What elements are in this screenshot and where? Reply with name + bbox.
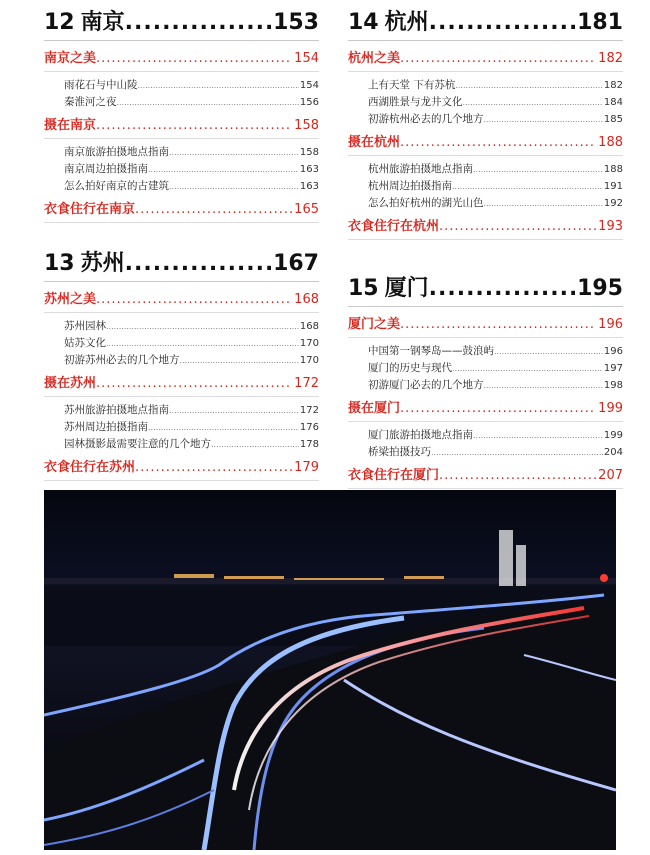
section-heading[interactable] (44, 116, 319, 136)
chapter-page: 195 (577, 276, 623, 301)
section-page: 193 (598, 219, 623, 234)
toc-entry[interactable] (44, 419, 319, 436)
entry-title: 西湖胜景与龙井文化 (368, 96, 463, 108)
entry-title: 苏州园林 (64, 320, 106, 332)
section-heading[interactable] (348, 49, 623, 69)
dot-leader (135, 458, 292, 478)
entry-page: 163 (299, 164, 319, 175)
entry-title: 中国第一钢琴岛——鼓浪屿 (368, 345, 494, 357)
divider (348, 488, 623, 489)
dot-leader (169, 145, 299, 161)
toc-entry[interactable] (44, 352, 319, 369)
divider (44, 138, 319, 139)
section-title: 摄在苏州 (44, 376, 97, 391)
dot-leader (431, 445, 603, 461)
dot-leader (125, 249, 271, 279)
divider (44, 312, 319, 313)
entry-title: 怎么拍好南京的古建筑 (64, 180, 169, 192)
toc-entry[interactable] (348, 111, 623, 128)
entry-title: 雨花石与中山陵 (64, 79, 138, 91)
entry-page: 196 (603, 346, 623, 357)
entry-page: 156 (299, 97, 319, 108)
entry-page: 176 (299, 422, 319, 433)
divider (348, 421, 623, 422)
entry-page: 154 (299, 80, 319, 91)
divider (44, 281, 319, 282)
dot-leader (473, 428, 603, 444)
chapter-number: 15 (348, 276, 379, 301)
dot-leader (148, 162, 299, 178)
divider (348, 337, 623, 338)
night-interchange-photo (44, 490, 616, 850)
entry-page: 170 (299, 355, 319, 366)
dot-leader (169, 403, 299, 419)
chapter-page: 153 (273, 10, 319, 35)
toc-entry[interactable] (44, 318, 319, 335)
divider (44, 40, 319, 41)
entry-page: 199 (603, 430, 623, 441)
dot-leader (455, 78, 603, 94)
entry-title: 杭州周边拍摄指南 (368, 180, 452, 192)
section-title: 衣食住行在苏州 (44, 460, 136, 475)
dot-leader (400, 399, 596, 419)
entry-title: 厦门的历史与现代 (368, 362, 452, 374)
section-title: 摄在杭州 (348, 135, 401, 150)
dot-leader (169, 179, 299, 195)
chapter-number: 13 (44, 251, 75, 276)
entry-title: 桥梁拍摄技巧 (368, 446, 431, 458)
divider (348, 155, 623, 156)
dot-leader (96, 374, 292, 394)
entry-page: 191 (603, 181, 623, 192)
section-title: 摄在南京 (44, 118, 97, 133)
toc-entry[interactable] (348, 360, 623, 377)
toc-entry[interactable] (348, 77, 623, 94)
toc-entry[interactable] (44, 161, 319, 178)
dot-leader (117, 95, 299, 111)
dot-leader (96, 116, 292, 136)
section-heading[interactable] (44, 49, 319, 69)
entry-title: 厦门旅游拍摄地点指南 (368, 429, 473, 441)
dot-leader (138, 78, 299, 94)
dot-leader (484, 196, 603, 212)
section-page: 196 (598, 317, 623, 332)
dot-leader (135, 200, 292, 220)
chapter-heading[interactable] (348, 274, 623, 304)
dot-leader (400, 49, 596, 69)
entry-page: 184 (603, 97, 623, 108)
chapter-title: 苏州 (80, 251, 125, 276)
dot-leader (400, 315, 596, 335)
section-heading[interactable] (348, 217, 623, 237)
dot-leader (400, 133, 596, 153)
chapter-page: 167 (273, 251, 319, 276)
dot-leader (429, 274, 575, 304)
entry-page: 204 (603, 447, 623, 458)
entry-page: 185 (603, 114, 623, 125)
divider (348, 40, 623, 41)
entry-title: 姑苏文化 (64, 337, 106, 349)
divider (348, 239, 623, 240)
divider (348, 306, 623, 307)
section-page: 207 (598, 468, 623, 483)
chapter-block (44, 249, 319, 481)
entry-title: 苏州周边拍摄指南 (64, 421, 148, 433)
entry-page: 197 (603, 363, 623, 374)
dot-leader (463, 95, 603, 111)
section-heading[interactable] (348, 133, 623, 153)
section-heading[interactable] (348, 399, 623, 419)
chapter-block (348, 274, 623, 489)
dot-leader (452, 361, 603, 377)
dot-leader (439, 217, 596, 237)
entry-page: 168 (299, 321, 319, 332)
dot-leader (180, 353, 299, 369)
toc-entry[interactable] (348, 427, 623, 444)
section-page: 165 (294, 202, 319, 217)
section-title: 衣食住行在厦门 (348, 468, 440, 483)
entry-title: 怎么拍好杭州的湖光山色 (368, 197, 484, 209)
section-page: 158 (294, 118, 319, 133)
section-heading[interactable] (44, 458, 319, 478)
divider (44, 71, 319, 72)
toc-entry[interactable] (44, 144, 319, 161)
toc-entry[interactable] (348, 94, 623, 111)
entry-title: 初游厦门必去的几个地方 (368, 379, 484, 391)
dot-leader (211, 437, 299, 453)
section-heading[interactable] (44, 290, 319, 310)
divider (44, 222, 319, 223)
entry-title: 初游苏州必去的几个地方 (64, 354, 180, 366)
dot-leader (484, 378, 603, 394)
section-title: 衣食住行在南京 (44, 202, 136, 217)
chapter-title: 厦门 (384, 276, 429, 301)
entry-page: 170 (299, 338, 319, 349)
entry-title: 园林摄影最需要注意的几个地方 (64, 438, 211, 450)
dot-leader (429, 8, 575, 38)
dot-leader (125, 8, 271, 38)
chapter-title: 杭州 (384, 10, 429, 35)
entry-title: 上有天堂 下有苏杭 (368, 79, 456, 91)
toc-entry[interactable] (348, 161, 623, 178)
section-heading[interactable] (348, 315, 623, 335)
section-title: 厦门之美 (348, 317, 401, 332)
divider (44, 396, 319, 397)
section-page: 168 (294, 292, 319, 307)
entry-title: 初游杭州必去的几个地方 (368, 113, 484, 125)
section-page: 179 (294, 460, 319, 475)
entry-title: 南京周边拍摄指南 (64, 163, 148, 175)
dot-leader (484, 112, 603, 128)
section-page: 172 (294, 376, 319, 391)
section-heading[interactable] (44, 200, 319, 220)
toc-entry[interactable] (44, 402, 319, 419)
divider (44, 480, 319, 481)
entry-page: 163 (299, 181, 319, 192)
toc-entry[interactable] (348, 343, 623, 360)
photo-illustration (44, 490, 616, 850)
toc-entry[interactable] (348, 195, 623, 212)
section-title: 摄在厦门 (348, 401, 401, 416)
chapter-number: 14 (348, 10, 379, 35)
dot-leader (439, 466, 596, 486)
divider (348, 71, 623, 72)
section-title: 衣食住行在杭州 (348, 219, 440, 234)
section-heading[interactable] (44, 374, 319, 394)
entry-title: 南京旅游拍摄地点指南 (64, 146, 169, 158)
dot-leader (452, 179, 603, 195)
toc-entry[interactable] (44, 77, 319, 94)
entry-page: 192 (603, 198, 623, 209)
entry-page: 198 (603, 380, 623, 391)
chapter-number: 12 (44, 10, 75, 35)
entry-title: 苏州旅游拍摄地点指南 (64, 404, 169, 416)
section-page: 199 (598, 401, 623, 416)
chapter-heading[interactable] (44, 8, 319, 38)
section-page: 188 (598, 135, 623, 150)
dot-leader (148, 420, 299, 436)
chapter-block (348, 8, 623, 240)
section-title: 苏州之美 (44, 292, 97, 307)
entry-page: 178 (299, 439, 319, 450)
entry-page: 158 (299, 147, 319, 158)
section-title: 南京之美 (44, 51, 97, 66)
dot-leader (473, 162, 603, 178)
entry-page: 182 (603, 80, 623, 91)
chapter-block (44, 8, 319, 223)
section-page: 182 (598, 51, 623, 66)
toc-left-column (44, 8, 319, 507)
dot-leader (494, 344, 603, 360)
dot-leader (106, 336, 299, 352)
section-heading[interactable] (348, 466, 623, 486)
entry-page: 188 (603, 164, 623, 175)
entry-page: 172 (299, 405, 319, 416)
toc-entry[interactable] (348, 444, 623, 461)
dot-leader (106, 319, 299, 335)
section-page: 154 (294, 51, 319, 66)
chapter-page: 181 (577, 10, 623, 35)
chapter-heading[interactable] (44, 249, 319, 279)
toc-entry[interactable] (348, 377, 623, 394)
toc-entry[interactable] (44, 436, 319, 453)
chapter-title: 南京 (80, 10, 125, 35)
dot-leader (96, 49, 292, 69)
toc-entry[interactable] (44, 94, 319, 111)
dot-leader (96, 290, 292, 310)
toc-entry[interactable] (348, 178, 623, 195)
toc-entry[interactable] (44, 335, 319, 352)
entry-title: 杭州旅游拍摄地点指南 (368, 163, 473, 175)
chapter-heading[interactable] (348, 8, 623, 38)
section-title: 杭州之美 (348, 51, 401, 66)
entry-title: 秦淮河之夜 (64, 96, 117, 108)
toc-right-column (348, 8, 623, 515)
toc-entry[interactable] (44, 178, 319, 195)
